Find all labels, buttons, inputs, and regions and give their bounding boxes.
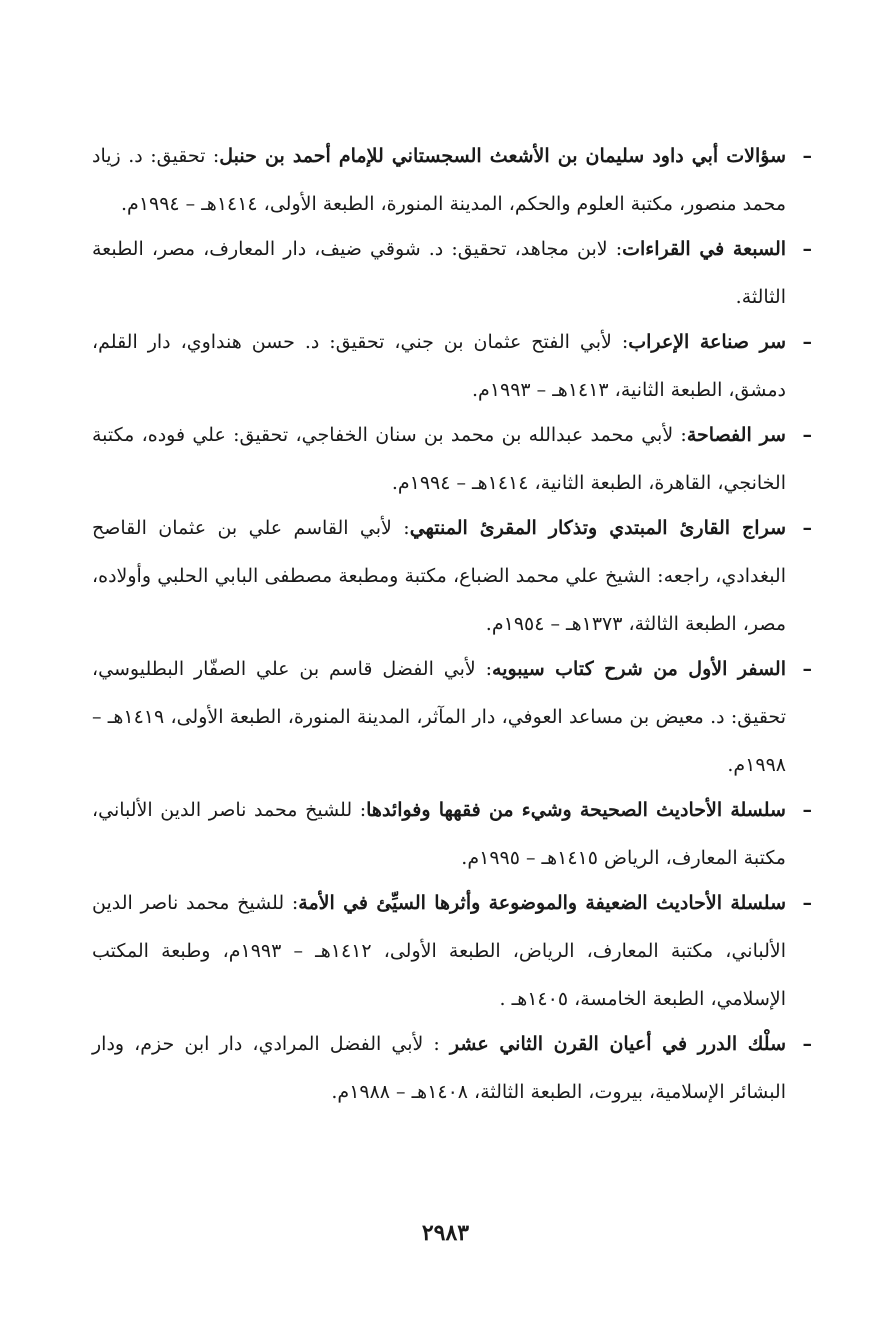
entry-details: لأبي القاسم علي بن عثمان القاصح البغدادي، راجعه: الشيخ علي محمد الضباع، مكتبة ومطبعة مصطفى البابي الحلبي وأولاده، مصر، الطبعة الثالثة، ١٣٧٣هـ – ١٩٥٤م.	[92, 517, 786, 635]
entry-separator: :	[352, 799, 367, 821]
entry-details: لأبي الفضل المرادي، دار ابن حزم، ودار البشائر الإسلامية، بيروت، الطبعة الثالثة، ١٤٠٨هـ – ١٩٨٨م.	[92, 1033, 786, 1103]
bibliography-entry	[92, 879, 812, 1023]
bibliography-entry	[92, 132, 812, 228]
entry-dash: –	[802, 145, 812, 167]
entry-separator: :	[611, 331, 629, 353]
entry-title: سر الفصاحة	[686, 424, 786, 446]
bibliography-entry	[92, 786, 812, 882]
entry-separator: :	[423, 1033, 450, 1055]
entry-details: لأبي الفضل قاسم بن علي الصفّار البطليوسي، تحقيق: د. معيض بن مساعد العوفي، دار المآثر، المدينة المنورة، الطبعة الأولى، ١٤١٩هـ – ١٩٩٨م.	[92, 658, 786, 776]
page-number: ٢٩٨٣	[421, 1220, 470, 1246]
entry-dash: –	[802, 658, 812, 680]
entry-title: السبعة في القراءات	[622, 238, 787, 260]
entry-separator: :	[607, 238, 623, 260]
entry-title: سراج القارئ المبتدي وتذكار المقرئ المنتهي	[409, 517, 786, 539]
bibliography-entry	[92, 645, 812, 789]
entry-title: سر صناعة الإعراب	[628, 331, 786, 353]
entry-title: سلْك الدرر في أعيان القرن الثاني عشر	[449, 1033, 786, 1055]
entry-dash: –	[802, 799, 812, 821]
bibliography-entry	[92, 1020, 812, 1116]
entry-dash: –	[802, 424, 812, 446]
entry-details: لابن مجاهد، تحقيق: د. شوقي ضيف، دار المعارف، مصر، الطبعة الثالثة.	[92, 238, 786, 308]
bibliography-entry	[92, 411, 812, 507]
entry-details: للشيخ محمد ناصر الدين الألباني، مكتبة المعارف، الرياض ١٤١٥هـ – ١٩٩٥م.	[92, 799, 786, 869]
entry-dash: –	[802, 517, 812, 539]
bibliography-list	[92, 132, 812, 1113]
entry-title: سؤالات أبي داود سليمان بن الأشعث السجستاني للإمام أحمد بن حنبل	[219, 145, 786, 167]
entry-separator: :	[391, 517, 410, 539]
bibliography-entry	[92, 504, 812, 648]
bibliography-entry	[92, 225, 812, 321]
entry-separator: :	[673, 424, 687, 446]
entry-dash: –	[802, 892, 812, 914]
entry-dash: –	[802, 238, 812, 260]
entry-separator: :	[284, 892, 299, 914]
entry-title: السفر الأول من شرح كتاب سيبويه	[492, 658, 786, 680]
bibliography-entry	[92, 318, 812, 414]
entry-separator: :	[475, 658, 493, 680]
entry-dash: –	[802, 331, 812, 353]
entry-details: لأبي محمد عبدالله بن محمد بن سنان الخفاجي، تحقيق: علي فوده، مكتبة الخانجي، القاهرة، الطبعة الثانية، ١٤١٤هـ – ١٩٩٤م.	[92, 424, 786, 494]
entry-title: سلسلة الأحاديث الضعيفة والموضوعة وأثرها السيِّئ في الأمة	[298, 892, 786, 914]
entry-dash: –	[802, 1033, 812, 1055]
entry-details: تحقيق: د. زياد محمد منصور، مكتبة العلوم والحكم، المدينة المنورة، الطبعة الأولى، ١٤١٤هـ – ١٩٩٤م.	[92, 145, 786, 215]
entry-title: سلسلة الأحاديث الصحيحة وشيء من فقهها وفوائدها	[366, 799, 786, 821]
entry-separator: :	[205, 145, 220, 167]
entry-details: للشيخ محمد ناصر الدين الألباني، مكتبة المعارف، الرياض، الطبعة الأولى، ١٤١٢هـ – ١٩٩٣م، وطبعة المكتب الإسلامي، الطبعة الخامسة، ١٤٠٥هـ .	[92, 892, 786, 1010]
entry-details: لأبي الفتح عثمان بن جني، تحقيق: د. حسن هنداوي، دار القلم، دمشق، الطبعة الثانية، ١٤١٣هـ – ١٩٩٣م.	[92, 331, 786, 401]
